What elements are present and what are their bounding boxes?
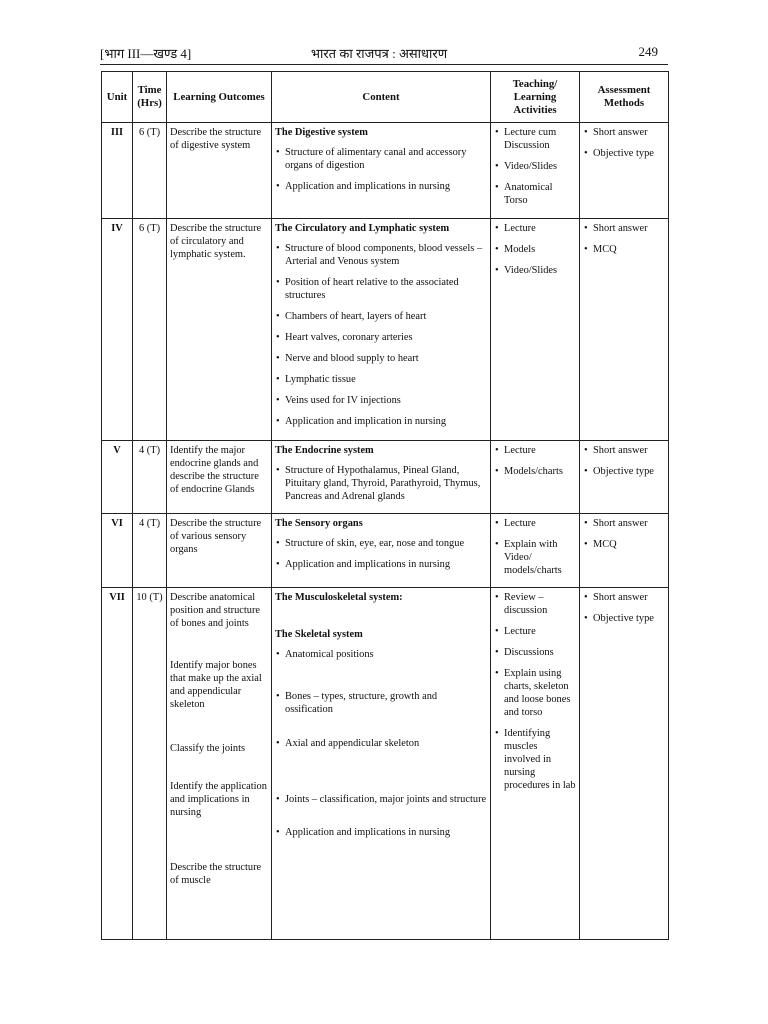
content-cell — [272, 219, 491, 441]
table-row — [102, 588, 669, 940]
content-item: • Heart valves, coronary arteries — [275, 331, 487, 344]
assessment-item: • Short answer — [583, 591, 665, 604]
activity-item: • Lecture — [494, 625, 576, 638]
unit-cell: V — [102, 441, 133, 514]
content-item: • Nerve and blood supply to heart — [275, 352, 487, 365]
assessment-item: • Short answer — [583, 444, 665, 457]
outcomes-cell — [167, 588, 272, 940]
content-item: • Veins used for IV injections — [275, 394, 487, 407]
content-item: • Structure of blood components, blood vessels – Arterial and Venous system — [275, 242, 487, 268]
outcome-text: Identify the major endocrine glands and describe the structure of endocrine Glands — [170, 445, 259, 495]
content-cell — [272, 514, 491, 588]
content-title: The Digestive system — [275, 127, 368, 138]
content-item: • Lymphatic tissue — [275, 373, 487, 386]
content-title: The Endocrine system — [275, 445, 374, 456]
col-header-content: Content — [272, 72, 491, 123]
activity-item: • Models — [494, 243, 576, 256]
content-title: The Musculoskeletal system: — [275, 592, 403, 603]
table-row — [102, 123, 669, 219]
content-item: • Joints – classification, major joints and structure — [275, 793, 487, 806]
assessment-item: • Short answer — [583, 126, 665, 139]
activities-cell — [491, 514, 580, 588]
content-cell — [272, 441, 491, 514]
content-item: • Anatomical positions — [275, 648, 487, 661]
outcome-text: Describe the structure of circulatory and lymphatic system. — [170, 223, 262, 260]
col-header-time: Time (Hrs) — [133, 72, 167, 123]
col-header-outcomes: Learning Outcomes — [167, 72, 272, 123]
outcome-text: Describe anatomical position and structure of bones and joints — [170, 592, 261, 629]
assessment-cell — [580, 588, 669, 940]
assessment-cell — [580, 219, 669, 441]
assessment-item: • Objective type — [583, 612, 665, 625]
outcome-text: Identify the application and implications in nursing — [170, 781, 267, 818]
assessment-item: • Objective type — [583, 465, 665, 478]
activity-item: • Discussions — [494, 646, 576, 659]
activities-cell — [491, 588, 580, 940]
activity-item: • Video/Slides — [494, 160, 576, 173]
activities-cell — [491, 219, 580, 441]
activity-item: • Anatomical Torso — [494, 181, 576, 207]
syllabus-table — [101, 71, 669, 940]
assessment-item: • MCQ — [583, 243, 665, 256]
outcome-text: Describe the structure of muscle — [170, 862, 262, 886]
assessment-cell — [580, 514, 669, 588]
outcomes-cell — [167, 123, 272, 219]
content-item: • Application and implications in nursing — [275, 180, 487, 193]
activity-item: • Lecture — [494, 222, 576, 235]
content-item: • Application and implication in nursing — [275, 415, 487, 428]
time-cell: 10 (T) — [133, 588, 167, 940]
assessment-item: • MCQ — [583, 538, 665, 551]
header-rule — [100, 64, 668, 65]
content-cell — [272, 123, 491, 219]
table-row — [102, 441, 669, 514]
content-item: • Structure of skin, eye, ear, nose and tongue — [275, 537, 487, 550]
content-item: • Application and implications in nursing — [275, 826, 487, 839]
unit-cell: IV — [102, 219, 133, 441]
outcome-text: Classify the joints — [170, 743, 246, 754]
table-header-row — [102, 72, 669, 123]
header-section-label: [भाग III—खण्ड 4] — [100, 46, 192, 61]
content-item: • Chambers of heart, layers of heart — [275, 310, 487, 323]
activity-item: • Review – discussion — [494, 591, 576, 617]
content-item: • Axial and appendicular skeleton — [275, 737, 487, 750]
outcome-text: Identify major bones that make up the axial and appendicular skeleton — [170, 660, 262, 710]
time-cell: 6 (T) — [133, 123, 167, 219]
unit-cell: III — [102, 123, 133, 219]
content-cell — [272, 588, 491, 940]
outcome-text: Describe the structure of digestive system — [170, 127, 262, 151]
page-number: 249 — [638, 44, 658, 59]
assessment-item: • Short answer — [583, 517, 665, 530]
activity-item: • Video/Slides — [494, 264, 576, 277]
content-title: The Sensory organs — [275, 518, 363, 529]
unit-cell: VII — [102, 588, 133, 940]
col-header-activities: Teaching/ Learning Activities — [491, 72, 580, 123]
activities-cell — [491, 123, 580, 219]
activity-item: • Models/charts — [494, 465, 576, 478]
unit-cell: VI — [102, 514, 133, 588]
time-cell: 4 (T) — [133, 441, 167, 514]
header-gazette-title: भारत का राजपत्र : असाधारण — [310, 46, 448, 61]
activity-item: • Lecture — [494, 444, 576, 457]
content-item: • Structure of alimentary canal and accessory organs of digestion — [275, 146, 487, 172]
table-row — [102, 219, 669, 441]
time-cell: 4 (T) — [133, 514, 167, 588]
activity-item: • Explain using charts, skeleton and loose bones and torso — [494, 667, 576, 719]
activity-item: • Lecture cum Discussion — [494, 126, 576, 152]
col-header-assessment: Assessment Methods — [580, 72, 669, 123]
content-title: The Circulatory and Lymphatic system — [275, 223, 450, 234]
activities-cell — [491, 441, 580, 514]
outcomes-cell — [167, 219, 272, 441]
assessment-cell — [580, 123, 669, 219]
activity-item: • Lecture — [494, 517, 576, 530]
outcome-text: Describe the structure of various sensory organs — [170, 518, 262, 555]
activity-item: • Explain with Video/ models/charts — [494, 538, 576, 577]
content-item: • Bones – types, structure, growth and ossification — [275, 690, 487, 716]
outcomes-cell — [167, 441, 272, 514]
time-cell: 6 (T) — [133, 219, 167, 441]
table-row — [102, 514, 669, 588]
assessment-item: • Short answer — [583, 222, 665, 235]
content-subtitle: The Skeletal system — [275, 629, 363, 640]
content-item: • Structure of Hypothalamus, Pineal Gland, Pituitary gland, Thyroid, Parathyroid, Thymus, Pancreas and Adrenal glands — [275, 464, 487, 503]
outcomes-cell — [167, 514, 272, 588]
assessment-cell — [580, 441, 669, 514]
content-item: • Position of heart relative to the associated structures — [275, 276, 487, 302]
activity-item: • Identifying muscles involved in nursing procedures in lab — [494, 727, 576, 792]
page-header — [100, 44, 658, 64]
assessment-item: • Objective type — [583, 147, 665, 160]
col-header-unit: Unit — [102, 72, 133, 123]
content-item: • Application and implications in nursing — [275, 558, 487, 571]
